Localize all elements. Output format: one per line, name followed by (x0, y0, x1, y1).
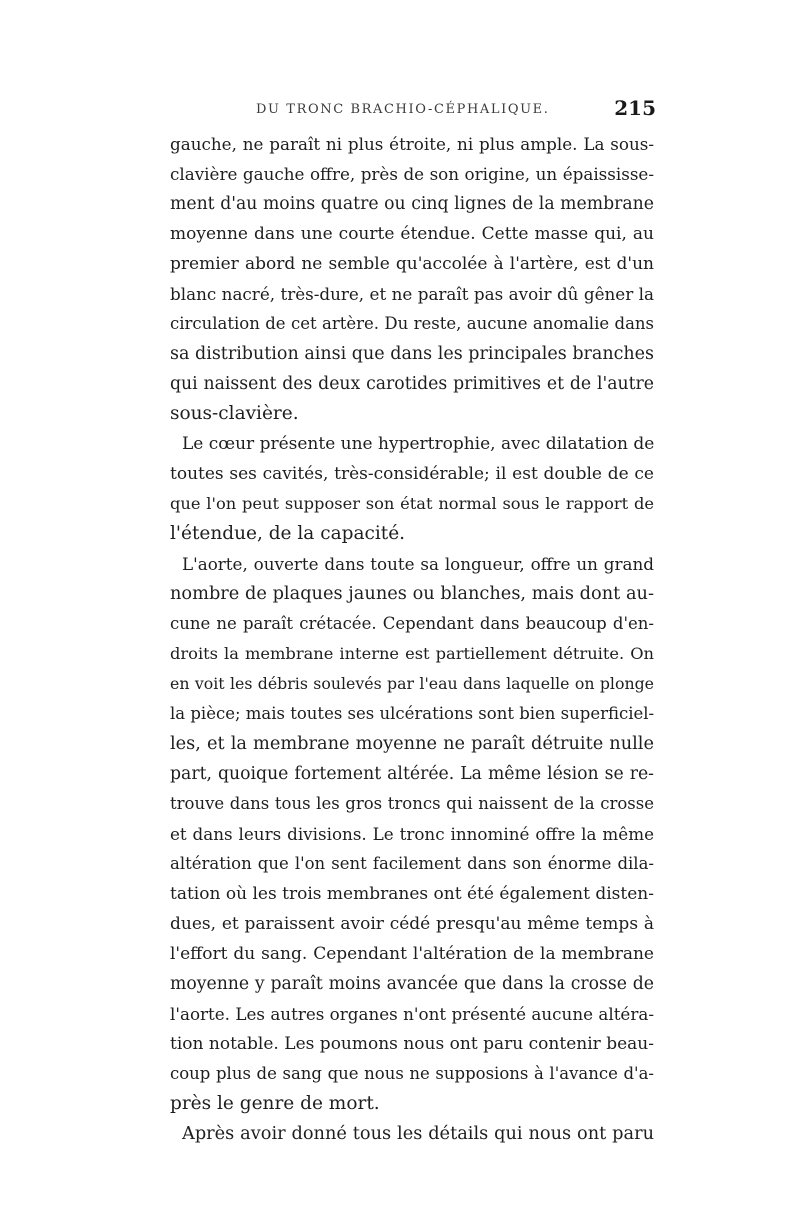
text-line: altération que l'on sent facilement dans son énorme dila- (170, 854, 654, 873)
text-line: gauche, ne paraît ni plus étroite, ni plus ample. La sous- (170, 134, 654, 154)
text-line: l'effort du sang. Cependant l'altération de la membrane (170, 944, 654, 964)
text-line: sa distribution ainsi que dans les principales branches (170, 344, 654, 364)
text-line: part, quoique fortement altérée. La même lésion se re- (170, 764, 654, 784)
text-line: les, et la membrane moyenne ne paraît détruite nulle (170, 734, 654, 754)
text-line: dues, et paraissent avoir cédé presqu'au même temps à (170, 914, 654, 934)
text-line: premier abord ne semble qu'accolée à l'artère, est d'un (170, 254, 654, 274)
body-text (170, 129, 654, 1149)
running-head (256, 96, 656, 122)
text-line: qui naissent des deux carotides primitives et de l'autre (170, 374, 654, 394)
text-line: l'étendue, de la capacité. (170, 523, 406, 544)
text-line: Le cœur présente une hypertrophie, avec dilatation de (182, 434, 654, 454)
text-line: blanc nacré, très-dure, et ne paraît pas avoir dû gêner la (170, 284, 654, 304)
text-line: l'aorte. Les autres organes n'ont présenté aucune altéra- (170, 1004, 654, 1024)
text-line: Après avoir donné tous les détails qui nous ont paru (182, 1124, 654, 1144)
text-line: trouve dans tous les gros troncs qui naissent de la crosse (170, 794, 654, 813)
text-line: moyenne dans une courte étendue. Cette masse qui, au (170, 224, 654, 244)
text-line: cune ne paraît crétacée. Cependant dans beaucoup d'en- (170, 614, 654, 633)
text-line: coup plus de sang que nous ne supposions à l'avance d'a- (170, 1064, 654, 1083)
text-line: L'aorte, ouverte dans toute sa longueur, offre un grand (182, 554, 654, 574)
text-line: droits la membrane interne est partiellement détruite. On (170, 644, 654, 663)
text-line: près le genre de mort. (170, 1093, 380, 1114)
text-line: toutes ses cavités, très-considérable; il est double de ce (170, 464, 654, 484)
text-line: tation où les trois membranes ont été également disten- (170, 884, 654, 904)
text-line: en voit les débris soulevés par l'eau dans laquelle on plonge (170, 674, 654, 693)
text-line: que l'on peut supposer son état normal sous le rapport de (170, 494, 654, 513)
running-title: DU TRONC BRACHIO-CÉPHALIQUE. (256, 102, 550, 117)
text-line: clavière gauche offre, près de son origine, un épaississe- (170, 164, 654, 184)
text-line: circulation de cet artère. Du reste, aucune anomalie dans (170, 314, 654, 333)
text-line: la pièce; mais toutes ses ulcérations sont bien superficiel- (170, 704, 654, 723)
text-line: sous-clavière. (170, 403, 299, 424)
text-line: tion notable. Les poumons nous ont paru contenir beau- (170, 1034, 654, 1054)
text-line: moyenne y paraît moins avancée que dans la crosse de (170, 974, 654, 994)
page-number: 215 (614, 96, 656, 120)
text-line: ment d'au moins quatre ou cinq lignes de la membrane (170, 194, 654, 214)
text-line: nombre de plaques jaunes ou blanches, mais dont au- (170, 584, 654, 604)
text-line: et dans leurs divisions. Le tronc innominé offre la même (170, 824, 654, 844)
